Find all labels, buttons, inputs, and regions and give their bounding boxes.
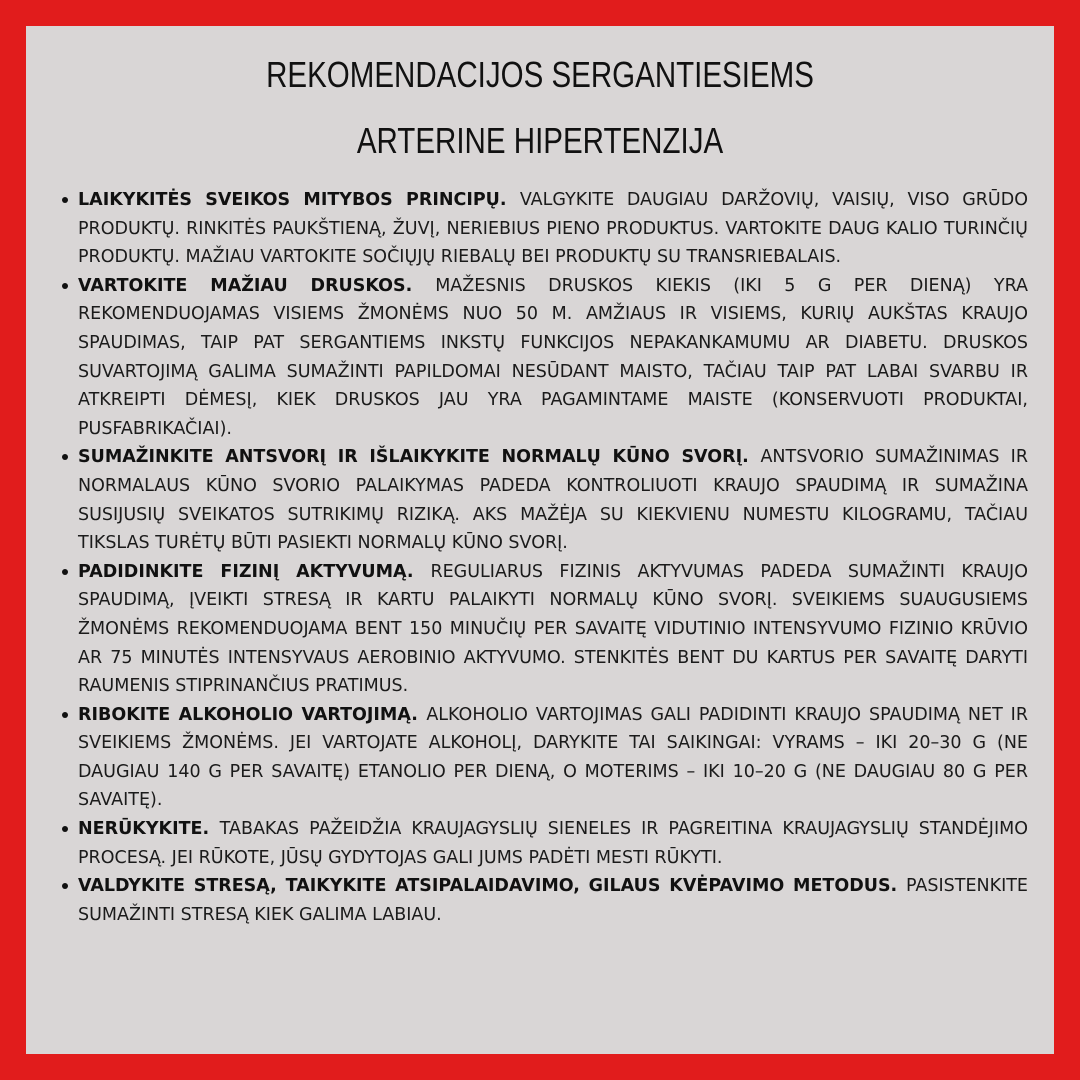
content-panel bbox=[26, 26, 1054, 1054]
bullet-icon bbox=[62, 826, 68, 832]
item-lead: VALDYKITE STRESĄ, TAIKYKITE ATSIPALAIDAVIMO, GILAUS KVĖPAVIMO METODUS. bbox=[78, 876, 906, 897]
item-lead: PADIDINKITE FIZINĮ AKTYVUMĄ. bbox=[78, 561, 431, 582]
bullet-icon bbox=[62, 883, 68, 889]
bullet-icon bbox=[62, 712, 68, 718]
list-item bbox=[62, 815, 1028, 872]
list-item bbox=[62, 558, 1028, 701]
page-title-line-2: ARTERINE HIPERTENZIJA bbox=[356, 120, 724, 161]
list-item bbox=[62, 272, 1028, 444]
item-text: VALGYKITE DAUGIAU DARŽOVIŲ, VAISIŲ, VISO GRŪDO PRODUKTŲ. RINKITĖS PAUKŠTIENĄ, ŽUVĮ, NERIEBIUS PIENO PRODUKTUS. VARTOKITE DAUG KALIO TURINČIŲ PRODUKTŲ. MAŽIAU VARTOKITE SOČIŲJŲ RIEBALŲ BEI PRODUKTŲ SU TRANSRIEBALAIS. bbox=[78, 190, 1028, 268]
list-item bbox=[62, 186, 1028, 272]
item-text: PASISTENKITE SUMAŽINTI STRESĄ KIEK GALIMA LABIAU. bbox=[78, 876, 1028, 925]
item-text: MAŽESNIS DRUSKOS KIEKIS (IKI 5 G PER DIENĄ) YRA REKOMENDUOJAMAS VISIEMS ŽMONĖMS NUO 50 M. AMŽIAUS IR VISIEMS, KURIŲ AUKŠTAS KRAUJO SPAUDIMAS, TAIP PAT SERGANTIEMS INKSTŲ FUNKCIJOS NEPAKANKAMUMU AR DIABETU. DRUSKOS SUVARTOJIMĄ GALIMA SUMAŽINTI PAPILDOMAI NESŪDANT MAISTO, TAČIAU TAIP PAT LABAI SVARBU IR ATKREIPTI DĖMESĮ, KIEK DRUSKOS JAU YRA PAGAMINTAME MAISTE (KONSERVUOTI PRODUKTAI, PUSFABRIKAČIAI). bbox=[78, 275, 1028, 439]
list-item bbox=[62, 701, 1028, 815]
list-item bbox=[62, 872, 1028, 929]
item-lead: RIBOKITE ALKOHOLIO VARTOJIMĄ. bbox=[78, 704, 427, 725]
page-title-line-1: REKOMENDACIJOS SERGANTIESIEMS bbox=[266, 54, 814, 95]
list-item bbox=[62, 443, 1028, 557]
recommendations-list bbox=[62, 186, 1028, 929]
item-lead: SUMAŽINKITE ANTSVORĮ IR IŠLAIKYKITE NORMALŲ KŪNO SVORĮ. bbox=[78, 447, 761, 468]
item-text: REGULIARUS FIZINIS AKTYVUMAS PADEDA SUMAŽINTI KRAUJO SPAUDIMĄ, ĮVEIKTI STRESĄ IR KARTU PALAIKYTI NORMALŲ KŪNO SVORĮ. SVEIKIEMS SUAUGUSIEMS ŽMONĖMS REKOMENDUOJAMA BENT 150 MINUČIŲ PER SAVAITĘ VIDUTINIO INTENSYVUMO FIZINIO KRŪVIO AR 75 MINUTĖS INTENSYVAUS AEROBINIO AKTYVUMO. STENKITĖS BENT DU KARTUS PER SAVAITĘ DARYTI RAUMENIS STIPRINANČIUS PRATIMUS. bbox=[78, 561, 1028, 697]
bullet-icon bbox=[62, 283, 68, 289]
bullet-icon bbox=[62, 569, 68, 575]
item-lead: VARTOKITE MAŽIAU DRUSKOS. bbox=[78, 275, 436, 296]
item-lead: LAIKYKITĖS SVEIKOS MITYBOS PRINCIPŲ. bbox=[78, 190, 520, 210]
bullet-icon bbox=[62, 197, 68, 203]
bullet-icon bbox=[62, 454, 68, 460]
item-text: ALKOHOLIO VARTOJIMAS GALI PADIDINTI KRAUJO SPAUDIMĄ NET IR SVEIKIEMS ŽMONĖMS. JEI VARTOJATE ALKOHOLĮ, DARYKITE TAI SAIKINGAI: VYRAMS – IKI 20–30 G (NE DAUGIAU 140 G PER SAVAITĘ) ETANOLIO PER DIENĄ, O MOTERIMS – IKI 10–20 G (NE DAUGIAU 80 G PER SAVAITĘ). bbox=[78, 704, 1029, 811]
item-text: TABAKAS PAŽEIDŽIA KRAUJAGYSLIŲ SIENELES IR PAGREITINA KRAUJAGYSLIŲ STANDĖJIMO PROCESĄ. JEI RŪKOTE, JŪSŲ GYDYTOJAS GALI JUMS PADĖTI MESTI RŪKYTI. bbox=[78, 819, 1028, 868]
item-lead: NERŪKYKITE. bbox=[78, 819, 220, 840]
item-text: ANTSVORIO SUMAŽINIMAS IR NORMALAUS KŪNO SVORIO PALAIKYMAS PADEDA KONTROLIUOTI KRAUJO SPAUDIMĄ IR SUMAŽINA SUSIJUSIŲ SVEIKATOS SUTRIKIMŲ RIZIKĄ. AKS MAŽĖJA SU KIEKVIENU NUMESTU KILOGRAMU, TAČIAU TIKSLAS TURĖTŲ BŪTI PASIEKTI NORMALŲ KŪNO SVORĮ. bbox=[78, 447, 1028, 554]
